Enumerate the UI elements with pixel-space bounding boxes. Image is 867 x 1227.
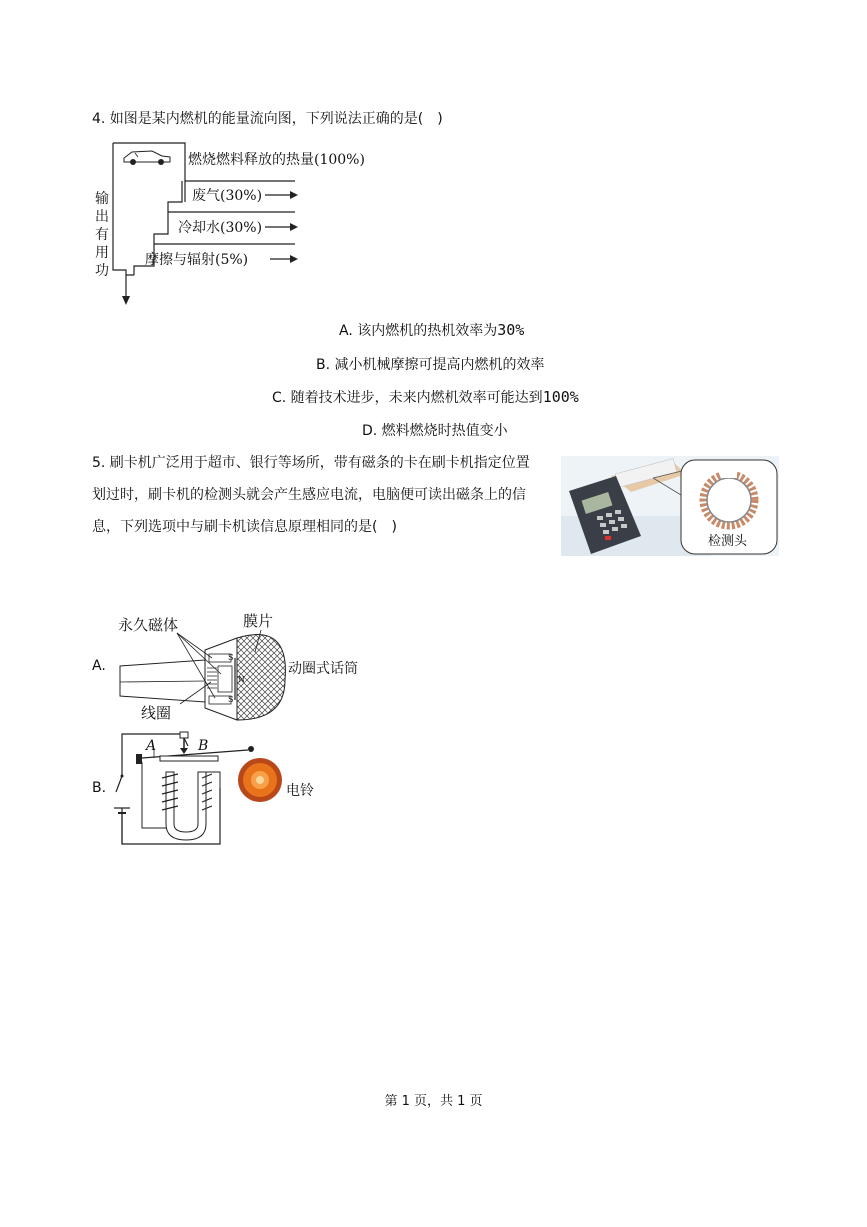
q4-option-c-text: C. 随着技术进步，未来内燃机效率可能达到 [272,390,543,406]
permanent-magnet-label: 永久磁体 [118,616,179,634]
q4-option-d-text: D. 燃料燃烧时热值变小 [362,423,508,439]
q4-option-b[interactable] [316,354,545,374]
energy-flow-diagram [90,140,410,310]
coil-label: 线圈 [141,704,172,722]
diagram-exhaust: 废气(30%) [192,188,263,204]
svg-text:有: 有 [95,227,109,243]
detection-head-label: 检测头 [708,534,748,549]
electric-bell-caption: 电铃 [286,783,314,799]
car-icon [124,151,170,165]
diagram-friction: 摩擦与辐射(5%) [145,252,249,268]
diagram-output-label [95,191,109,279]
q5-option-b-bell-diagram [108,728,288,850]
q4-option-b-text: B. 减小机械摩擦可提高内燃机的效率 [316,357,545,373]
svg-text:S: S [228,653,234,662]
q4-option-a[interactable] [339,320,524,340]
label-a: A [146,738,157,754]
svg-text:用: 用 [95,245,109,261]
q4-option-c[interactable] [272,387,579,407]
page-footer: 第 1 页，共 1 页 [384,1094,483,1109]
svg-text:出: 出 [95,209,109,225]
q4-option-a-value: 30% [497,321,525,339]
diaphragm-label: 膜片 [243,612,274,630]
dynamic-microphone-caption: 动圈式话筒 [288,661,358,677]
diagram-total-heat: 燃烧燃料释放的热量(100%) [188,152,365,168]
svg-text:功: 功 [95,263,109,279]
q4-option-d[interactable] [362,420,508,440]
q5-option-a-letter[interactable]: A. [92,658,106,674]
q4-option-c-value: 100% [542,388,579,406]
output-arrow [122,275,130,305]
question-4-stem: 4. 如图是某内燃机的能量流向图，下列说法正确的是( ) [92,111,443,127]
diagram-cooling: 冷却水(30%) [178,220,263,236]
svg-text:输: 输 [95,191,109,207]
bell-icon [238,758,282,802]
svg-text:N: N [238,675,245,684]
q4-option-a-text: A. 该内燃机的热机效率为 [339,323,498,339]
friction-arrow [270,255,298,263]
label-b: B [198,738,209,754]
svg-text:S: S [228,695,234,704]
q5-option-b-letter[interactable]: B. [92,780,107,796]
question-5-stem: 5. 刷卡机广泛用于超市、银行等场所，带有磁条的卡在刷卡机指定位置 划过时，刷卡机的检测头就会产生感应电流，电脑便可读出磁条上的信 息，下列选项中与刷卡机读信息原理相同的是( ) [92,455,530,535]
cooling-arrow [265,223,298,231]
